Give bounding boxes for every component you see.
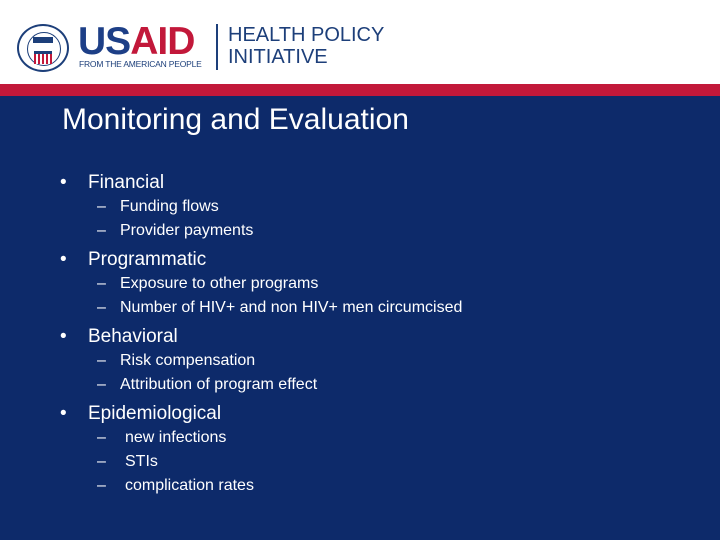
logo-tagline: FROM THE AMERICAN PEOPLE bbox=[79, 59, 202, 69]
sub-bullet-label: new infections bbox=[125, 429, 227, 446]
dash-marker: – bbox=[97, 376, 106, 393]
sub-bullet-label: Provider payments bbox=[120, 222, 254, 239]
bullet-marker: • bbox=[60, 172, 67, 193]
bullet-item bbox=[60, 170, 462, 195]
sub-bullet-label: complication rates bbox=[125, 477, 254, 494]
sub-bullet-item bbox=[60, 195, 462, 219]
sub-bullet-item bbox=[60, 426, 462, 450]
logo-divider bbox=[216, 24, 218, 70]
sub-bullet-label: STIs bbox=[125, 453, 158, 470]
dash-marker: – bbox=[97, 299, 106, 316]
bullet-label: Behavioral bbox=[88, 326, 178, 347]
sub-bullet-item bbox=[60, 296, 462, 320]
dash-marker: – bbox=[97, 352, 106, 369]
slide-title: Monitoring and Evaluation bbox=[62, 103, 409, 136]
dash-marker: – bbox=[97, 453, 106, 470]
sub-bullet-item bbox=[60, 373, 462, 397]
bullet-marker: • bbox=[60, 326, 67, 347]
dash-marker: – bbox=[97, 275, 106, 292]
dash-marker: – bbox=[97, 198, 106, 215]
dash-marker: – bbox=[97, 222, 106, 239]
sub-bullet-label: Attribution of program effect bbox=[120, 376, 318, 393]
dash-marker: – bbox=[97, 477, 106, 494]
dash-marker: – bbox=[97, 429, 106, 446]
bullet-item bbox=[60, 324, 462, 349]
bullet-label: Financial bbox=[88, 172, 165, 193]
sub-bullet-item bbox=[60, 450, 462, 474]
program-name: HEALTH POLICY INITIATIVE bbox=[228, 24, 385, 68]
bullet-item bbox=[60, 247, 462, 272]
bullet-label: Programmatic bbox=[88, 249, 207, 270]
bullet-label: Epidemiological bbox=[88, 403, 222, 424]
bullet-list bbox=[60, 170, 462, 502]
sub-bullet-item bbox=[60, 474, 462, 498]
sub-bullet-label: Exposure to other programs bbox=[120, 275, 319, 292]
bullet-marker: • bbox=[60, 249, 67, 270]
header-banner bbox=[0, 0, 720, 84]
bullet-marker: • bbox=[60, 403, 67, 424]
bullet-item bbox=[60, 401, 462, 426]
sub-bullet-item bbox=[60, 219, 462, 243]
sub-bullet-label: Number of HIV+ and non HIV+ men circumcised bbox=[120, 299, 463, 316]
sub-bullet-label: Risk compensation bbox=[120, 352, 256, 369]
red-stripe bbox=[0, 84, 720, 96]
sub-bullet-item bbox=[60, 272, 462, 296]
sub-bullet-item bbox=[60, 349, 462, 373]
sub-bullet-label: Funding flows bbox=[120, 198, 219, 215]
usaid-seal-icon bbox=[17, 24, 69, 72]
usaid-logo: USAID bbox=[78, 20, 195, 63]
